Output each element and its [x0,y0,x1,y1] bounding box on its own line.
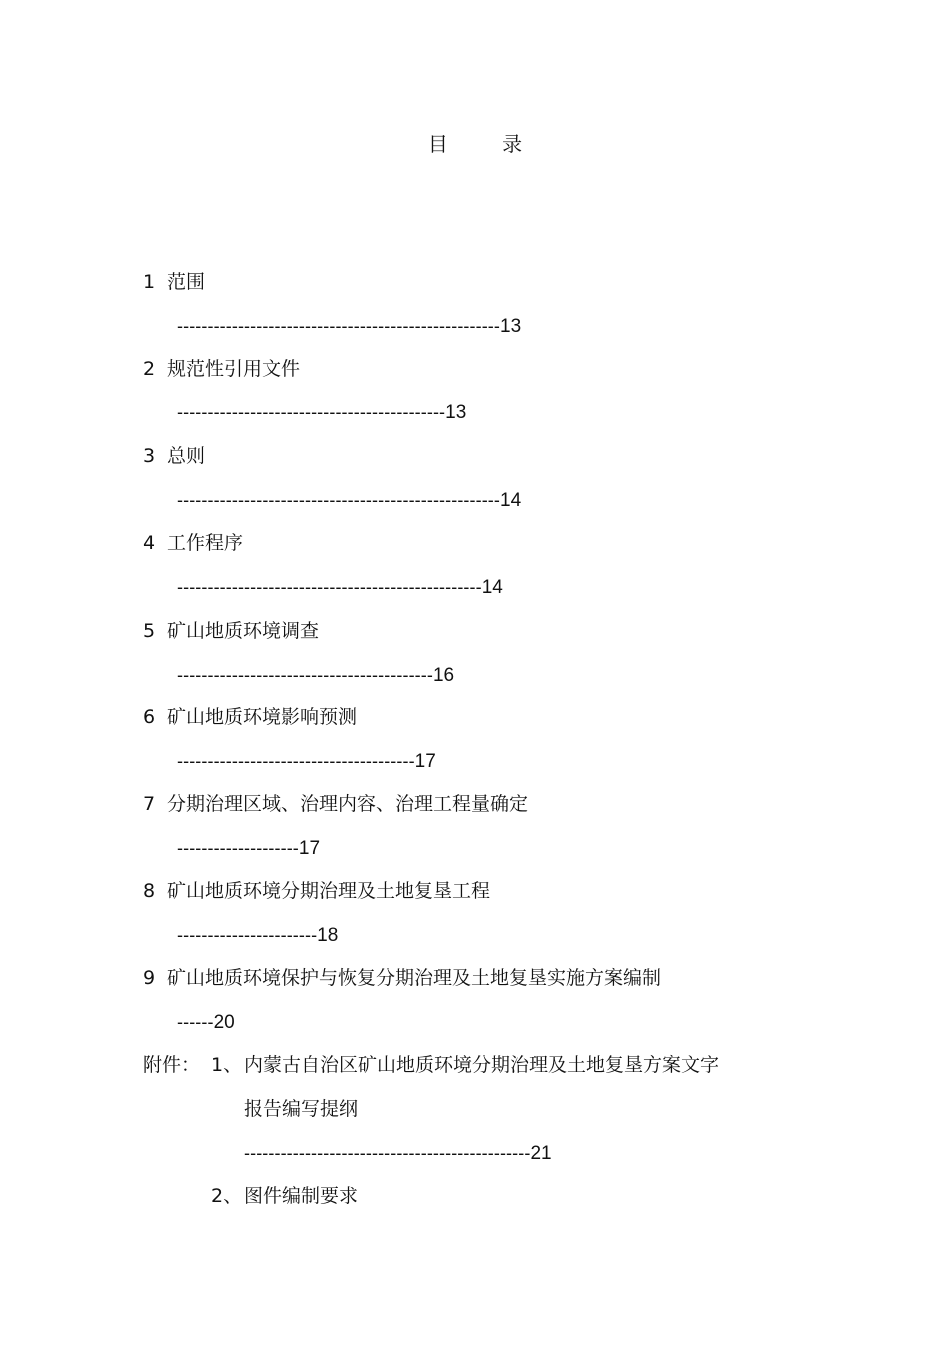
attachment-1[interactable] [143,1053,719,1077]
toc-entry-number: 6 [143,706,156,728]
toc-leader-dots: ----------------------------------------------------- [177,316,500,336]
attachment-2[interactable] [211,1184,358,1208]
toc-entry-title: 总则 [167,445,206,467]
attachment-number: 1、 [211,1054,243,1076]
toc-leader-dots: -------------------- [177,838,299,858]
attachment-title-continued: 报告编写提纲 [244,1098,359,1120]
toc-entry-title: 工作程序 [167,532,244,554]
toc-entry-5[interactable] [143,619,319,643]
toc-leader-dots: -------------------------------------------------- [177,577,482,597]
toc-page-number: 18 [317,925,339,946]
attachment-title: 图件编制要求 [244,1185,359,1207]
toc-entry-7[interactable] [143,792,528,816]
toc-page-number: 21 [530,1143,552,1164]
toc-entry-7-leader [177,836,320,861]
toc-entry-title: 矿山地质环境调查 [167,620,320,642]
toc-entry-title: 矿山地质环境分期治理及土地复垦工程 [167,880,491,902]
toc-page-number: 17 [298,838,321,859]
toc-page-number: 13 [445,402,467,423]
toc-entry-number: 8 [143,880,156,902]
toc-entry-6-leader [177,749,436,774]
toc-entry-3[interactable] [143,444,205,468]
toc-leader-dots: ----------------------------------------------- [244,1143,531,1163]
page-title: 目 录 [427,132,547,156]
toc-entry-number: 5 [143,620,156,642]
toc-page-number: 16 [432,665,455,686]
toc-entry-2-leader [177,400,466,425]
toc-entry-number: 3 [143,445,156,467]
attachment-1-leader [244,1141,552,1166]
toc-entry-6[interactable] [143,705,357,729]
toc-entry-number: 4 [143,532,156,554]
toc-entry-number: 7 [143,793,156,815]
toc-leader-dots: ----------------------- [177,925,318,945]
toc-entry-4-leader [177,575,503,600]
toc-entry-1[interactable] [143,270,205,294]
toc-entry-9-leader [177,1010,235,1035]
toc-page-number: 13 [500,316,522,337]
toc-leader-dots: ------ [177,1012,214,1032]
toc-entry-4[interactable] [143,531,243,555]
toc-entry-title: 范围 [167,271,206,293]
toc-entry-number: 9 [143,967,156,989]
toc-entry-title: 分期治理区域、治理内容、治理工程量确定 [167,793,529,815]
toc-entry-2[interactable] [143,357,300,381]
toc-entry-3-leader [177,488,521,513]
toc-entry-8-leader [177,923,338,948]
toc-entry-title: 规范性引用文件 [167,358,301,380]
toc-entry-title: 矿山地质环境保护与恢复分期治理及土地复垦实施方案编制 [167,967,662,989]
toc-entry-9[interactable] [143,966,661,990]
toc-entry-1-leader [177,314,521,339]
toc-leader-dots: --------------------------------------- [177,751,415,771]
toc-entry-number: 1 [143,271,156,293]
toc-entry-8[interactable] [143,879,490,903]
attachments-label: 附件： [143,1054,201,1076]
attachment-number: 2、 [211,1185,243,1207]
attachment-1-continued [244,1097,358,1121]
toc-leader-dots: ------------------------------------------ [177,665,433,685]
toc-page-number: 17 [414,751,436,772]
toc-entry-5-leader [177,663,454,688]
toc-page-number: 14 [500,490,522,511]
toc-leader-dots: ----------------------------------------------------- [177,490,500,510]
toc-entry-number: 2 [143,358,156,380]
attachment-title: 内蒙古自治区矿山地质环境分期治理及土地复垦方案文字 [244,1054,720,1076]
toc-entry-title: 矿山地质环境影响预测 [167,706,358,728]
toc-leader-dots: -------------------------------------------- [177,402,446,422]
toc-page-number: 14 [481,577,503,598]
toc-page-number: 20 [213,1012,235,1033]
